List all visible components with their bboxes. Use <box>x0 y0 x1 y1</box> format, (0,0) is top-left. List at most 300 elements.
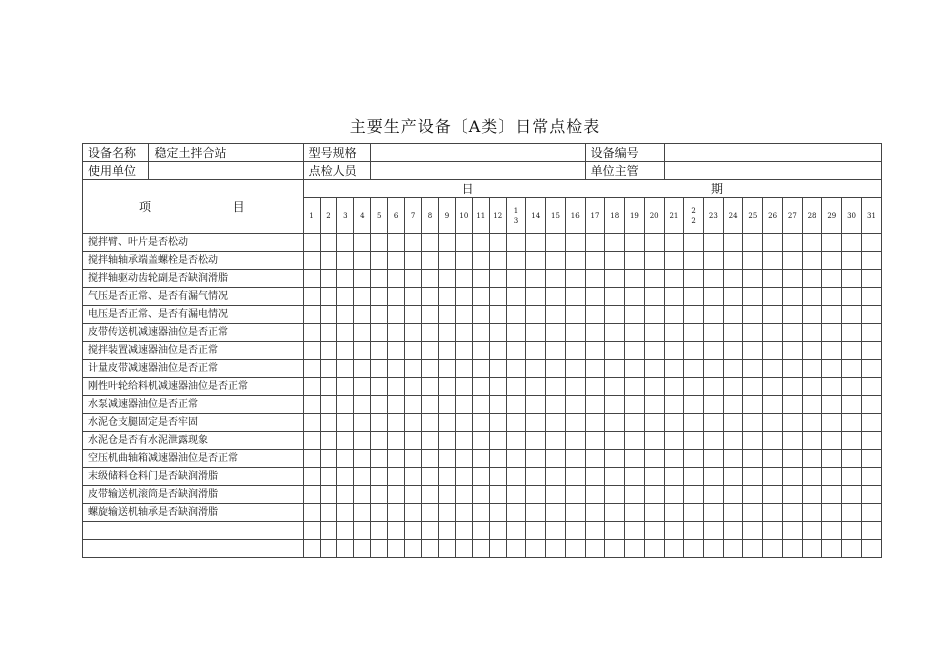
check-cell[interactable] <box>506 378 526 396</box>
check-cell[interactable] <box>644 450 664 468</box>
check-cell[interactable] <box>565 414 585 432</box>
check-cell[interactable] <box>455 234 472 252</box>
check-cell[interactable] <box>438 306 455 324</box>
check-cell[interactable] <box>684 324 704 342</box>
check-cell[interactable] <box>822 504 842 522</box>
check-cell[interactable] <box>802 378 822 396</box>
check-cell[interactable] <box>337 270 354 288</box>
check-cell[interactable] <box>782 342 802 360</box>
check-cell[interactable] <box>526 486 546 504</box>
check-cell[interactable] <box>371 414 388 432</box>
check-cell[interactable] <box>438 468 455 486</box>
check-cell[interactable] <box>526 522 546 540</box>
check-cell[interactable] <box>704 504 724 522</box>
check-cell[interactable] <box>723 306 743 324</box>
check-cell[interactable] <box>842 540 862 558</box>
check-cell[interactable] <box>802 504 822 522</box>
check-cell[interactable] <box>743 486 763 504</box>
check-cell[interactable] <box>822 306 842 324</box>
check-cell[interactable] <box>644 342 664 360</box>
check-cell[interactable] <box>506 468 526 486</box>
check-cell[interactable] <box>506 252 526 270</box>
check-cell[interactable] <box>371 252 388 270</box>
check-cell[interactable] <box>782 270 802 288</box>
check-cell[interactable] <box>472 360 489 378</box>
check-cell[interactable] <box>822 360 842 378</box>
check-cell[interactable] <box>489 378 506 396</box>
check-cell[interactable] <box>802 486 822 504</box>
check-cell[interactable] <box>472 378 489 396</box>
check-cell[interactable] <box>546 486 566 504</box>
check-cell[interactable] <box>704 306 724 324</box>
check-cell[interactable] <box>605 396 625 414</box>
check-cell[interactable] <box>802 270 822 288</box>
check-cell[interactable] <box>303 486 320 504</box>
check-cell[interactable] <box>337 432 354 450</box>
check-cell[interactable] <box>337 522 354 540</box>
check-cell[interactable] <box>354 522 371 540</box>
check-cell[interactable] <box>526 252 546 270</box>
check-cell[interactable] <box>526 306 546 324</box>
check-cell[interactable] <box>526 270 546 288</box>
check-cell[interactable] <box>644 288 664 306</box>
check-cell[interactable] <box>743 324 763 342</box>
check-cell[interactable] <box>585 360 605 378</box>
check-cell[interactable] <box>861 432 881 450</box>
check-cell[interactable] <box>472 324 489 342</box>
check-cell[interactable] <box>743 288 763 306</box>
check-cell[interactable] <box>644 504 664 522</box>
check-cell[interactable] <box>704 270 724 288</box>
check-cell[interactable] <box>337 396 354 414</box>
check-cell[interactable] <box>337 486 354 504</box>
check-cell[interactable] <box>802 540 822 558</box>
check-cell[interactable] <box>405 324 422 342</box>
check-cell[interactable] <box>455 486 472 504</box>
check-cell[interactable] <box>371 540 388 558</box>
check-cell[interactable] <box>472 306 489 324</box>
check-cell[interactable] <box>422 324 439 342</box>
check-cell[interactable] <box>388 486 405 504</box>
check-cell[interactable] <box>861 396 881 414</box>
check-cell[interactable] <box>472 522 489 540</box>
check-cell[interactable] <box>861 360 881 378</box>
check-cell[interactable] <box>565 306 585 324</box>
check-cell[interactable] <box>455 432 472 450</box>
check-cell[interactable] <box>625 540 645 558</box>
check-cell[interactable] <box>438 252 455 270</box>
check-cell[interactable] <box>489 540 506 558</box>
check-cell[interactable] <box>625 468 645 486</box>
check-cell[interactable] <box>546 450 566 468</box>
check-cell[interactable] <box>320 324 337 342</box>
check-cell[interactable] <box>438 288 455 306</box>
check-cell[interactable] <box>565 396 585 414</box>
check-cell[interactable] <box>743 378 763 396</box>
check-cell[interactable] <box>546 414 566 432</box>
check-cell[interactable] <box>371 324 388 342</box>
check-cell[interactable] <box>664 324 684 342</box>
check-cell[interactable] <box>782 540 802 558</box>
check-cell[interactable] <box>704 396 724 414</box>
check-cell[interactable] <box>489 288 506 306</box>
check-cell[interactable] <box>585 540 605 558</box>
check-cell[interactable] <box>782 360 802 378</box>
check-cell[interactable] <box>422 486 439 504</box>
check-cell[interactable] <box>842 486 862 504</box>
check-cell[interactable] <box>303 432 320 450</box>
check-cell[interactable] <box>644 414 664 432</box>
check-cell[interactable] <box>625 342 645 360</box>
check-cell[interactable] <box>320 486 337 504</box>
check-cell[interactable] <box>422 396 439 414</box>
check-cell[interactable] <box>605 234 625 252</box>
check-cell[interactable] <box>320 468 337 486</box>
check-cell[interactable] <box>337 306 354 324</box>
check-cell[interactable] <box>405 414 422 432</box>
check-cell[interactable] <box>506 522 526 540</box>
check-cell[interactable] <box>303 450 320 468</box>
check-cell[interactable] <box>605 522 625 540</box>
check-cell[interactable] <box>422 342 439 360</box>
check-cell[interactable] <box>303 540 320 558</box>
check-cell[interactable] <box>303 522 320 540</box>
check-cell[interactable] <box>489 522 506 540</box>
check-cell[interactable] <box>802 324 822 342</box>
check-cell[interactable] <box>625 270 645 288</box>
check-cell[interactable] <box>664 432 684 450</box>
check-cell[interactable] <box>526 378 546 396</box>
check-cell[interactable] <box>684 540 704 558</box>
check-cell[interactable] <box>802 414 822 432</box>
check-cell[interactable] <box>625 288 645 306</box>
check-cell[interactable] <box>320 504 337 522</box>
check-cell[interactable] <box>743 504 763 522</box>
check-cell[interactable] <box>320 540 337 558</box>
check-cell[interactable] <box>506 270 526 288</box>
check-cell[interactable] <box>455 342 472 360</box>
check-cell[interactable] <box>743 252 763 270</box>
check-cell[interactable] <box>388 324 405 342</box>
check-cell[interactable] <box>489 234 506 252</box>
check-cell[interactable] <box>605 324 625 342</box>
check-cell[interactable] <box>455 288 472 306</box>
check-cell[interactable] <box>438 324 455 342</box>
check-cell[interactable] <box>303 324 320 342</box>
check-cell[interactable] <box>565 288 585 306</box>
check-cell[interactable] <box>438 378 455 396</box>
check-cell[interactable] <box>704 252 724 270</box>
check-cell[interactable] <box>422 432 439 450</box>
check-cell[interactable] <box>526 540 546 558</box>
check-cell[interactable] <box>337 360 354 378</box>
check-cell[interactable] <box>472 504 489 522</box>
check-cell[interactable] <box>585 432 605 450</box>
check-cell[interactable] <box>371 486 388 504</box>
check-cell[interactable] <box>337 252 354 270</box>
check-cell[interactable] <box>438 414 455 432</box>
check-cell[interactable] <box>723 360 743 378</box>
check-cell[interactable] <box>546 378 566 396</box>
check-cell[interactable] <box>546 504 566 522</box>
check-cell[interactable] <box>585 504 605 522</box>
check-cell[interactable] <box>405 522 422 540</box>
check-cell[interactable] <box>684 288 704 306</box>
check-cell[interactable] <box>782 288 802 306</box>
check-cell[interactable] <box>585 468 605 486</box>
check-cell[interactable] <box>605 360 625 378</box>
check-cell[interactable] <box>354 342 371 360</box>
check-cell[interactable] <box>723 540 743 558</box>
check-cell[interactable] <box>405 306 422 324</box>
check-cell[interactable] <box>664 486 684 504</box>
check-cell[interactable] <box>664 360 684 378</box>
check-cell[interactable] <box>506 324 526 342</box>
check-cell[interactable] <box>625 324 645 342</box>
check-cell[interactable] <box>354 504 371 522</box>
check-cell[interactable] <box>303 342 320 360</box>
check-cell[interactable] <box>585 450 605 468</box>
check-cell[interactable] <box>526 360 546 378</box>
check-cell[interactable] <box>506 342 526 360</box>
check-cell[interactable] <box>422 540 439 558</box>
check-cell[interactable] <box>526 414 546 432</box>
check-cell[interactable] <box>565 522 585 540</box>
check-cell[interactable] <box>684 522 704 540</box>
check-cell[interactable] <box>489 414 506 432</box>
check-cell[interactable] <box>763 486 783 504</box>
check-cell[interactable] <box>371 504 388 522</box>
check-cell[interactable] <box>405 450 422 468</box>
check-cell[interactable] <box>565 342 585 360</box>
check-cell[interactable] <box>684 432 704 450</box>
check-cell[interactable] <box>388 288 405 306</box>
check-cell[interactable] <box>405 252 422 270</box>
check-cell[interactable] <box>455 450 472 468</box>
check-cell[interactable] <box>371 234 388 252</box>
check-cell[interactable] <box>371 432 388 450</box>
check-cell[interactable] <box>585 396 605 414</box>
check-cell[interactable] <box>388 432 405 450</box>
check-cell[interactable] <box>625 360 645 378</box>
check-cell[interactable] <box>405 396 422 414</box>
check-cell[interactable] <box>388 378 405 396</box>
check-cell[interactable] <box>354 378 371 396</box>
check-cell[interactable] <box>664 414 684 432</box>
check-cell[interactable] <box>455 396 472 414</box>
check-cell[interactable] <box>388 522 405 540</box>
check-cell[interactable] <box>704 288 724 306</box>
check-cell[interactable] <box>506 504 526 522</box>
check-cell[interactable] <box>303 360 320 378</box>
check-cell[interactable] <box>354 270 371 288</box>
check-cell[interactable] <box>438 396 455 414</box>
check-cell[interactable] <box>723 504 743 522</box>
check-cell[interactable] <box>625 414 645 432</box>
check-cell[interactable] <box>664 522 684 540</box>
check-cell[interactable] <box>565 252 585 270</box>
check-cell[interactable] <box>763 324 783 342</box>
check-cell[interactable] <box>842 288 862 306</box>
check-cell[interactable] <box>743 468 763 486</box>
check-cell[interactable] <box>371 522 388 540</box>
check-cell[interactable] <box>822 432 842 450</box>
check-cell[interactable] <box>644 540 664 558</box>
check-cell[interactable] <box>472 468 489 486</box>
check-cell[interactable] <box>585 414 605 432</box>
check-cell[interactable] <box>644 252 664 270</box>
check-cell[interactable] <box>743 432 763 450</box>
check-cell[interactable] <box>337 450 354 468</box>
check-cell[interactable] <box>861 414 881 432</box>
check-cell[interactable] <box>388 360 405 378</box>
check-cell[interactable] <box>320 432 337 450</box>
check-cell[interactable] <box>763 432 783 450</box>
check-cell[interactable] <box>506 288 526 306</box>
check-cell[interactable] <box>546 522 566 540</box>
check-cell[interactable] <box>763 540 783 558</box>
check-cell[interactable] <box>723 324 743 342</box>
check-cell[interactable] <box>842 342 862 360</box>
check-cell[interactable] <box>684 396 704 414</box>
check-cell[interactable] <box>822 450 842 468</box>
check-cell[interactable] <box>842 360 862 378</box>
check-cell[interactable] <box>405 360 422 378</box>
check-cell[interactable] <box>472 450 489 468</box>
check-cell[interactable] <box>388 450 405 468</box>
check-cell[interactable] <box>585 252 605 270</box>
check-cell[interactable] <box>743 450 763 468</box>
check-cell[interactable] <box>371 270 388 288</box>
check-cell[interactable] <box>526 234 546 252</box>
check-cell[interactable] <box>782 378 802 396</box>
check-cell[interactable] <box>472 414 489 432</box>
check-cell[interactable] <box>743 234 763 252</box>
check-cell[interactable] <box>743 360 763 378</box>
check-cell[interactable] <box>684 450 704 468</box>
check-cell[interactable] <box>861 378 881 396</box>
check-cell[interactable] <box>605 270 625 288</box>
check-cell[interactable] <box>625 450 645 468</box>
check-cell[interactable] <box>489 342 506 360</box>
check-cell[interactable] <box>546 432 566 450</box>
check-cell[interactable] <box>405 432 422 450</box>
check-cell[interactable] <box>472 540 489 558</box>
check-cell[interactable] <box>526 504 546 522</box>
check-cell[interactable] <box>861 270 881 288</box>
check-cell[interactable] <box>438 342 455 360</box>
check-cell[interactable] <box>763 468 783 486</box>
check-cell[interactable] <box>354 360 371 378</box>
check-cell[interactable] <box>422 378 439 396</box>
check-cell[interactable] <box>664 468 684 486</box>
check-cell[interactable] <box>644 378 664 396</box>
check-cell[interactable] <box>684 378 704 396</box>
check-cell[interactable] <box>455 378 472 396</box>
check-cell[interactable] <box>546 234 566 252</box>
check-cell[interactable] <box>684 504 704 522</box>
check-cell[interactable] <box>605 288 625 306</box>
check-cell[interactable] <box>822 342 842 360</box>
check-cell[interactable] <box>605 342 625 360</box>
check-cell[interactable] <box>842 468 862 486</box>
check-cell[interactable] <box>320 522 337 540</box>
check-cell[interactable] <box>684 342 704 360</box>
check-cell[interactable] <box>861 540 881 558</box>
check-cell[interactable] <box>861 504 881 522</box>
check-cell[interactable] <box>320 306 337 324</box>
check-cell[interactable] <box>802 522 822 540</box>
check-cell[interactable] <box>842 432 862 450</box>
check-cell[interactable] <box>585 324 605 342</box>
check-cell[interactable] <box>320 450 337 468</box>
check-cell[interactable] <box>842 306 862 324</box>
check-cell[interactable] <box>489 432 506 450</box>
check-cell[interactable] <box>371 378 388 396</box>
check-cell[interactable] <box>861 450 881 468</box>
check-cell[interactable] <box>723 288 743 306</box>
check-cell[interactable] <box>842 252 862 270</box>
check-cell[interactable] <box>842 522 862 540</box>
check-cell[interactable] <box>489 504 506 522</box>
check-cell[interactable] <box>354 450 371 468</box>
check-cell[interactable] <box>565 360 585 378</box>
check-cell[interactable] <box>472 396 489 414</box>
check-cell[interactable] <box>842 396 862 414</box>
check-cell[interactable] <box>723 450 743 468</box>
check-cell[interactable] <box>605 378 625 396</box>
check-cell[interactable] <box>861 306 881 324</box>
check-cell[interactable] <box>802 450 822 468</box>
check-cell[interactable] <box>822 540 842 558</box>
check-cell[interactable] <box>438 432 455 450</box>
check-cell[interactable] <box>585 234 605 252</box>
check-cell[interactable] <box>664 234 684 252</box>
check-cell[interactable] <box>438 522 455 540</box>
check-cell[interactable] <box>388 540 405 558</box>
check-cell[interactable] <box>405 540 422 558</box>
check-cell[interactable] <box>723 468 743 486</box>
check-cell[interactable] <box>388 306 405 324</box>
check-cell[interactable] <box>455 306 472 324</box>
check-cell[interactable] <box>763 504 783 522</box>
check-cell[interactable] <box>605 504 625 522</box>
check-cell[interactable] <box>337 234 354 252</box>
check-cell[interactable] <box>489 396 506 414</box>
check-cell[interactable] <box>422 522 439 540</box>
check-cell[interactable] <box>526 288 546 306</box>
check-cell[interactable] <box>472 342 489 360</box>
check-cell[interactable] <box>388 414 405 432</box>
check-cell[interactable] <box>842 234 862 252</box>
check-cell[interactable] <box>303 504 320 522</box>
check-cell[interactable] <box>472 288 489 306</box>
check-cell[interactable] <box>743 270 763 288</box>
check-cell[interactable] <box>644 486 664 504</box>
check-cell[interactable] <box>489 360 506 378</box>
check-cell[interactable] <box>664 378 684 396</box>
check-cell[interactable] <box>354 252 371 270</box>
check-cell[interactable] <box>704 522 724 540</box>
check-cell[interactable] <box>605 432 625 450</box>
check-cell[interactable] <box>782 432 802 450</box>
check-cell[interactable] <box>763 270 783 288</box>
check-cell[interactable] <box>337 468 354 486</box>
check-cell[interactable] <box>320 414 337 432</box>
check-cell[interactable] <box>723 342 743 360</box>
check-cell[interactable] <box>684 360 704 378</box>
check-cell[interactable] <box>320 270 337 288</box>
